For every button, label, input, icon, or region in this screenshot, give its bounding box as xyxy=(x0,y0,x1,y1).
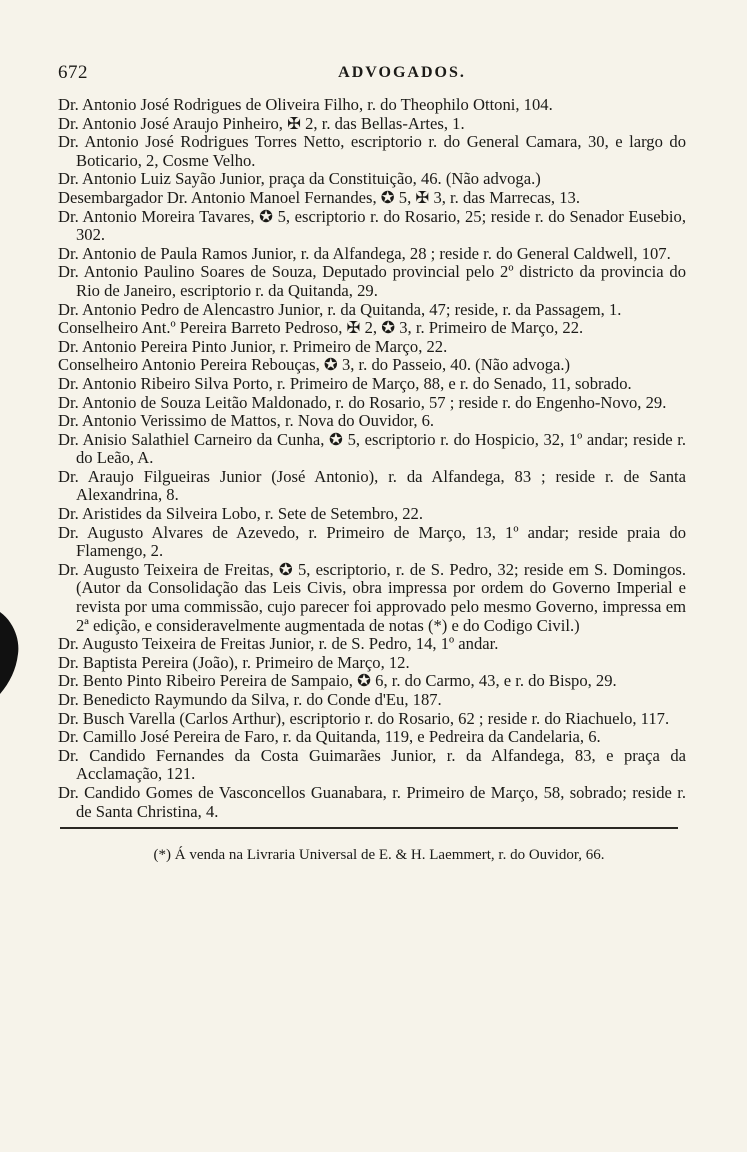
document-page xyxy=(58,62,686,864)
list-item: Conselheiro Antonio Pereira Rebouças, ✪ 3, r. do Passeio, 40. (Não advoga.) xyxy=(58,355,571,375)
list-item: Dr. Antonio Paulino Soares de Souza, Deputado provincial pelo 2º districto da provincia do Rio de Janeiro, escriptorio r. da Quitanda, 29. xyxy=(58,262,686,300)
list-item: Dr. Augusto Alvares de Azevedo, r. Primeiro de Março, 13, 1º andar; reside praia do Flamengo, 2. xyxy=(58,522,686,561)
list-item: Dr. Antonio Pereira Pinto Junior, r. Primeiro de Março, 22. xyxy=(58,336,448,356)
list-item: Dr. Antonio de Paula Ramos Junior, r. da Alfandega, 28 ; reside r. do General Caldwell, 107. xyxy=(58,243,671,263)
binding-shadow-mark xyxy=(0,612,22,694)
list-item: Desembargador Dr. Antonio Manoel Fernandes, ✪ 5, ✠ 3, r. das Marrecas, 13. xyxy=(58,187,580,207)
list-item: Conselheiro Ant.º Pereira Barreto Pedroso, ✠ 2, ✪ 3, r. Primeiro de Março, 22. xyxy=(58,318,584,338)
list-item: Dr. Augusto Teixeira de Freitas Junior, r. de S. Pedro, 14, 1º andar. xyxy=(58,634,499,654)
list-item: Dr. Antonio Pedro de Alencastro Junior, r. da Quitanda, 47; reside, r. da Passagem, 1. xyxy=(58,299,622,319)
list-item: Dr. Antonio Ribeiro Silva Porto, r. Primeiro de Março, 88, e r. do Senado, 11, sobrado. xyxy=(58,373,632,393)
lawyer-directory-list xyxy=(58,96,686,821)
list-item: Dr. Benedicto Raymundo da Silva, r. do Conde d'Eu, 187. xyxy=(58,690,442,709)
list-item: Dr. Antonio José Araujo Pinheiro, ✠ 2, r. das Bellas-Artes, 1. xyxy=(58,113,465,133)
list-item: Dr. Antonio de Souza Leitão Maldonado, r. do Rosario, 57 ; reside r. do Engenho-Novo, 29. xyxy=(58,392,667,412)
list-item: Dr. Augusto Teixeira de Freitas, ✪ 5, escriptorio, r. de S. Pedro, 32; reside em S. Domingos. (Autor da Consolidação das Leis Civis, obra impressa por ordem do Governo Imperial e revista por uma commissão, cujo parecer foi approvado pelo mesmo Governo, impressa em 2ª edição, e consideravelmente augmentada de notas (*) e do Codigo Civil.) xyxy=(58,559,686,635)
list-item: Dr. Araujo Filgueiras Junior (José Antonio), r. da Alfandega, 83 ; reside r. de Santa Alexandrina, 8. xyxy=(58,466,686,505)
list-item: Dr. Aristides da Silveira Lobo, r. Sete de Setembro, 22. xyxy=(58,504,424,524)
list-item: Dr. Busch Varella (Carlos Arthur), escriptorio r. do Rosario, 62 ; reside r. do Riachuelo, 117. xyxy=(58,708,670,728)
list-item: Dr. Anisio Salathiel Carneiro da Cunha, ✪ 5, escriptorio r. do Hospicio, 32, 1º andar; reside r. do Leão, A. xyxy=(58,429,686,468)
list-item: Dr. Camillo José Pereira de Faro, r. da Quitanda, 119, e Pedreira da Candelaria, 6. xyxy=(58,727,601,747)
footnote-divider xyxy=(60,827,678,829)
list-item: Dr. Antonio José Rodrigues de Oliveira Filho, r. do Theophilo Ottoni, 104. xyxy=(58,95,553,114)
list-item: Dr. Antonio Moreira Tavares, ✪ 5, escriptorio r. do Rosario, 25; reside r. do Senador Eusebio, 302. xyxy=(58,206,686,245)
list-item: Dr. Antonio José Rodrigues Torres Netto, escriptorio r. do General Camara, 30, e largo do Boticario, 2, Cosme Velho. xyxy=(58,132,686,170)
page-number: 672 xyxy=(58,62,88,83)
list-item: Dr. Baptista Pereira (João), r. Primeiro de Março, 12. xyxy=(58,652,410,672)
list-item: Dr. Antonio Luiz Sayão Junior, praça da Constituição, 46. (Não advoga.) xyxy=(58,169,541,189)
list-item: Dr. Candido Gomes de Vasconcellos Guanabara, r. Primeiro de Março, 58, sobrado; reside r. de Santa Christina, 4. xyxy=(58,782,686,821)
list-item: Dr. Antonio Verissimo de Mattos, r. Nova do Ouvidor, 6. xyxy=(58,411,435,431)
footnote: (*) Á venda na Livraria Universal de E. & H. Laemmert, r. do Ouvidor, 66. xyxy=(153,847,605,864)
list-item: Dr. Bento Pinto Ribeiro Pereira de Sampaio, ✪ 6, r. do Carmo, 43, e r. do Bispo, 29. xyxy=(58,671,617,691)
list-item: Dr. Candido Fernandes da Costa Guimarães Junior, r. da Alfandega, 83, e praça da Acclamação, 121. xyxy=(58,745,686,784)
page-header xyxy=(58,62,686,96)
running-title: ADVOGADOS. xyxy=(338,64,466,81)
